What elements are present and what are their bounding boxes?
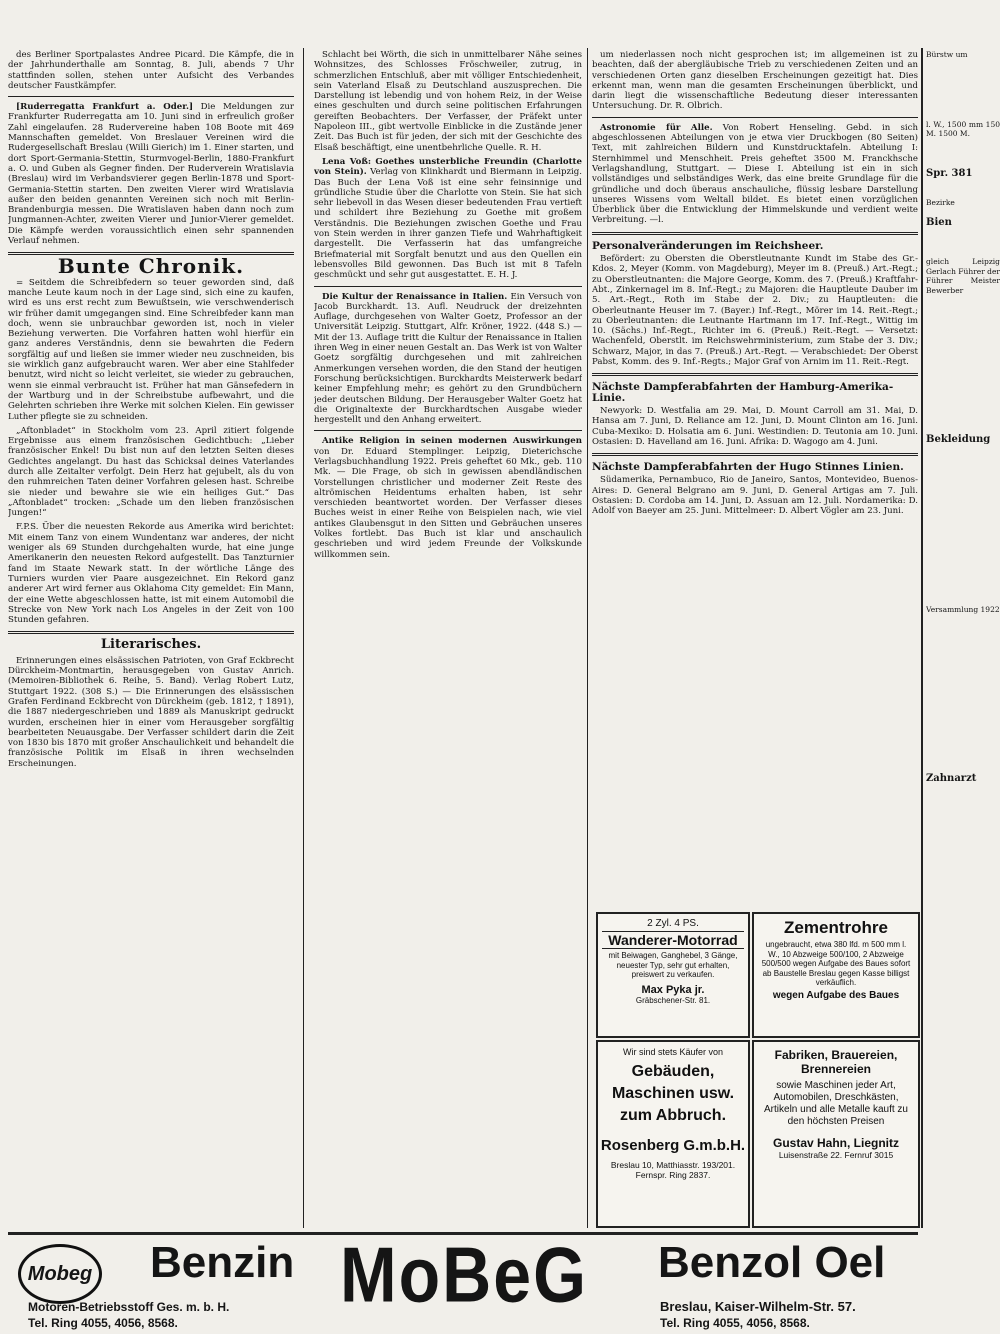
astro-text: Von Robert Henseling. Gebd. in sich abgeschlossenen Abteilungen von je etwa vier Druckbogen (80 Seiten) Text, mit zahlreichen Bildern und Kunstdrucktafeln. Abteilung I: Sternhimmel und Menschheit. Preis geheftet 3500 M. Franckhsche Verlagshandlung, Stuttgart. — Diese I. Abteilung ist ein in sich vollständiges und selbständiges Werk, das eine breite Grundlage für die gründliche und doch überaus anschauliche, flüssig lesbare Darstellung unseres Wissens vom Weltall bildet. Es bietet einen vorzüglichen Überblick über die Entwicklung der Himmelskunde und verdient weite Verbreitung. —l. bbox=[592, 122, 918, 226]
fps-para: F.P.S. Über die neuesten Rekorde aus Amerika wird berichtet: Mit einem Tanz von einem Wundentanz war anderes, der nicht weniger als 69 Stunden durchgehalten wurde, hat eine junge Amerikanerin den neuesten Rekord aufgestellt. Das Tanzturnier fand im Staate Newark statt. In der wörtliche Länge des Turniers wurden vier Paare ausgezeichnet. Ein Rekord ganz anderer Art wird ferner aus Oklahoma City gemeldet: Ein Mann, der eine Wette abgeschlossen hatte, ist mit einem Automobil die Strecke von New York nach Los Angeles in der Zeit von 100 Stunden gefahren. bbox=[8, 522, 294, 626]
column-rule bbox=[587, 48, 588, 1228]
antike-review bbox=[314, 436, 582, 560]
stinnes-para: Südamerika, Pernambuco, Rio de Janeiro, Santos, Montevideo, Buenos-Aires: D. General Belgrano am 9. Juni, D. General Artigas am 7. Juli. Ostasien: D. Cordoba am 14. Juni, D. Assuan am 12. Juli. Nordamerika: D. Adolf von Baeyer am 25. Juni. Mittelmeer: D. Albert Vögler am 23. Juni. bbox=[592, 475, 918, 517]
zementrohre-ad bbox=[752, 912, 920, 1038]
zement-text: ungebraucht, etwa 380 lfd. m 500 mm l. W., 10 Abzweige 500/100, 2 Abzweige 500/500 wegen Aufgabe des Baues sofort ab Baustelle Breslau gegen Kasse billigst verkäuflich. bbox=[761, 940, 911, 987]
wanderer-address: Gräbschener-Str. 81. bbox=[635, 995, 711, 1005]
sports-intro: des Berliner Sportpalastes Andree Picard. Die Kämpfe, die in der Jahrhunderthalle am Sonntag, 8. Juli, abends 7 Uhr stattfinden sollen, stehen unter Aufsicht des Verbandes deutscher Faustkämpfer. bbox=[8, 50, 294, 91]
antike-title: Antike Religion in seinen modernen Auswirkungen bbox=[322, 436, 582, 447]
fragment-1: Bürstw um bbox=[926, 50, 968, 59]
address-right: Breslau, Kaiser-Wilhelm-Str. 57. bbox=[660, 1299, 856, 1314]
wanderer-ad bbox=[596, 912, 750, 1038]
rosenberg-ad bbox=[596, 1040, 750, 1228]
ruder-article bbox=[8, 102, 294, 246]
wanderer-title: Wanderer-Motorrad bbox=[602, 931, 744, 949]
stinnes-heading: Nächste Dampferabfahrten der Hugo Stinnes Linien. bbox=[592, 461, 904, 474]
wörth-para: Schlacht bei Wörth, die sich in unmittelbarer Nähe seines Wohnsitzes, des Schlosses Fröschweiler, zutrug, in schmerzlichen Entschluß, aber mit völliger Entschiedenheit, sein Vaterland Elsaß zu Deutschland auszusprechen. Die Darstellung ist lebendig und von hohem Reiz, in der Weise eines geschulten und durch seine politischen Erfahrungen gereiften Beobachters. Der Verfasser, der Präfekt unter Napoleon III., gibt wertvolle Einblicke in die Zustände jener Zeit. Das Buch ist für jeden, der sich mit der Geschichte des Elsaß beschäftigt, eine unentbehrliche Quelle. R. H. bbox=[314, 50, 582, 153]
fragment-2: l. W., 1500 mm 150 M. 1500 M. bbox=[926, 119, 1000, 138]
column-rule bbox=[303, 48, 304, 1228]
kultur-review bbox=[314, 292, 582, 426]
zement-head: wegen Aufgabe des Baues bbox=[772, 989, 900, 1001]
hahn-text: sowie Maschinen jeder Art, Automobilen, Dreschkästen, Artikeln und alle Metalle kauft zu den höchsten Preisen bbox=[764, 1080, 908, 1127]
divider bbox=[592, 373, 918, 376]
telephone-right: Tel. Ring 4055, 4056, 8568. bbox=[660, 1316, 810, 1330]
hahn-head: Fabriken, Brauereien, Brennereien bbox=[774, 1048, 898, 1076]
hahn-address: Luisenstraße 22. Fernruf 3015 bbox=[778, 1150, 894, 1160]
chronik-heading: Bunte Chronik. bbox=[57, 254, 245, 279]
fragment-6: gleich Leipzig Gerlach Führer der Führer Meister Bewerber bbox=[926, 257, 1000, 295]
astro-title: Astronomie für Alle. bbox=[600, 122, 713, 133]
mobeg-logo: Mobeg bbox=[18, 1244, 102, 1304]
telephone-left: Tel. Ring 4055, 4056, 8568. bbox=[28, 1316, 178, 1330]
personal-heading: Personalveränderungen im Reichsheer. bbox=[592, 239, 824, 252]
fragment-5: Bien bbox=[926, 216, 952, 228]
divider bbox=[314, 430, 582, 431]
voss-review bbox=[314, 157, 582, 281]
fragment-7: Bekleidung bbox=[926, 434, 991, 445]
divider bbox=[8, 96, 294, 97]
mobeg-wordmark: MoBeG bbox=[340, 1231, 588, 1319]
column-4-fragment bbox=[926, 50, 1000, 1230]
benzin-label: Benzin bbox=[150, 1238, 295, 1287]
rosenberg-head: Gebäuden, Maschinen usw. zum Abbruch. bbox=[611, 1063, 735, 1124]
kultur-text: Ein Versuch von Jacob Burckhardt. 13. Aufl. Neudruck der dreizehnten Auflage, durchgesehen von Walter Goetz, Professor an der Universität Leipzig. Stuttgart, Alfr. Kröner, 1922. (448 S.) — Mit der 13. Auflage tritt die Kultur der Renaissance in Italien ihren Weg in einer neuen Gestalt an. Das Werk ist von Walter Goetz sorgfältig durchgesehen und mit zahlreichen Anmerkungen versehen worden, die den Stand der heutigen Forschung berücksichtigen. Burckhardts Meisterwerk bedarf keiner Empfehlung mehr; es gehört zu den Grundbüchern jeder deutschen Bildung. Der Herausgeber Walter Goetz hat die Originaltexte der Burckhardtschen Ausgabe wieder hergestellt und den Anhang erweitert. bbox=[314, 291, 582, 426]
astro-review bbox=[592, 123, 918, 226]
rosenberg-address: Breslau 10, Matthiasstr. 193/201. Fernspr. Ring 2837. bbox=[610, 1160, 736, 1180]
column-1 bbox=[8, 50, 294, 1228]
aberglaube-para: um niederlassen noch nicht gesprochen ist; im allgemeinen ist zu beachten, daß der abergläubische Trieb zu verschiedenen Zeiten und an verschiedenen Orten ganz dieselben Erscheinungen gezeitigt hat. Dies erkennt man, wenn man die gesamten Erscheinungen überblickt, und darin liegt die wissenschaftliche Bedeutung dieser interessanten Untersuchung. Dr. R. Olbrich. bbox=[592, 50, 918, 112]
hamburg-heading: Nächste Dampferabfahrten der Hamburg-Amerika-Linie. bbox=[592, 381, 894, 404]
chronik-para-2: „Aftonbladet“ in Stockholm vom 23. April zitiert folgende Ergebnisse aus einem französischen Gedichtbuch: „Lieber französischer Enkel! Du bist nun auf den letzten Seiten dieses Gedichtes angelangt. Du hast das Schicksal deines Vaterlandes durch alle Zeitalter verfolgt. Dein Herz hat gejubelt, als du von den ruhmreichen Taten deiner Vorfahren gelesen hast. Schreibe sie nieder und bewahre sie wie ein heiliges Gut.“ Das „Aftonbladet“ trocken: „Schade um den lieben französischen Jungen!“ bbox=[8, 425, 294, 519]
chronik-para-1: = Seitdem die Schreibfedern so teuer geworden sind, daß manche Leute kaum noch in der Lage sind, sich eine zu kaufen, wird es uns erst recht zum Bewußtsein, wie verschwenderisch wir früher damit umgegangen sind. Eine Schreibfeder kann man doch, wenn sie unbrauchbar geworden ist, noch in vieler Beziehung verwerten. Die Vorfahren hatten wohl hierfür ein ganz anderes Verständnis, denn sie bewahrten die Federn sorgfältig auf und ließen sie immer wieder neu zuschneiden, bis sie wirklich ganz aufgebraucht waren. Wer aber eine Stahlfeder benutzt, wird nicht so leicht verleitet, sie wieder zu gebrauchen, wenn sie einmal verbraucht ist. Früher hat man Gänsefedern in der Wartburg und in der Schreibstube aufbewahrt, und die Gelehrten schrieben ihre Werke mit solchen Kielen. Ein gewisser Luther pflegte sie zu schneiden. bbox=[8, 277, 294, 422]
literature-para: Erinnerungen eines elsässischen Patrioten, von Graf Eckbrecht Dürckheim-Montmartin, herausgegeben von Gustav Anrich. (Memoiren-Bibliothek 6. Reihe, 5. Band). Verlag Robert Lutz, Stuttgart 1922. (308 S.) — Die Erinnerungen des elsässischen Grafen Ferdinand Eckbrecht von Dürckheim (geb. 1812, † 1891), die 1887 niedergeschrieben und 1889 als Manuskript gedruckt wurden, erscheinen hier in einer vom Herausgeber sorgfältig bearbeiteten Neuausgabe. Der Verfasser schildert darin die Zeit von 1830 bis 1870 mit großer Anschaulichkeit und behandelt die französische Politik im Elsaß in ihren wechselnden Erscheinungen. bbox=[8, 655, 294, 769]
divider bbox=[592, 232, 918, 235]
antike-text: von Dr. Eduard Stemplinger. Leipzig, Dieterichsche Verlagsbuchhandlung 1922. Preis geheftet 60 Mk., geb. 110 Mk. — Die Frage, ob sich in gewissen abendländischen Vorstellungen christlicher und moderner Zeit Reste des altrömischen Heidentums erhalten haben, ist sehr verschieden beantwortet worden. Der Verfasser dieses Buches weist in einer Reihe von Beispielen nach, wie viel antikes Glaubensgut in den Sitten und Gebräuchen unseres Volkes fortlebt. Das Buch ist klar und anschaulich geschrieben und wird jedem Freunde der Volkskunde willkommen sein. bbox=[314, 446, 582, 560]
divider bbox=[8, 631, 294, 634]
fragment-8: Versammlung 1922 bbox=[926, 604, 1000, 614]
hahn-name: Gustav Hahn, Liegnitz bbox=[772, 1136, 899, 1150]
ruder-text: Die Meldungen zur Frankfurter Ruderregatta am 10. Juni sind in erfreulich großer Zahl eingelaufen. 28 Rudervereine haben 108 Boote mit 469 Mannschaften gemeldet. Von Breslauer Vereinen wird die Rudergesellschaft Breslau (Willi Gierich) im 1. Einer starten, und dort Sport-Germania-Stettin, Sturmvogel-Berlin, 1880-Frankfurt a. O. und Guben als Gegner finden. Der Ruderverein Wratislavia (Breslau) wird im Verbandsvierer gegen Berlin-1878 und Sport-Germania-Stettin starten. Den zweiten Vierer wird Wratislavia außer den beiden genannten Vereinen sich noch mit Berlin-Brandenburgia messen. Die Wratislaven haben dann noch zum Jungmannen-Achter, zweiten Vierer und Junior-Vierer gemeldet. Die Kämpfe werden voraussichtlich einen sehr spannenden Verlauf nehmen. bbox=[8, 102, 294, 247]
benzol-oel-label: Benzol Oel bbox=[658, 1238, 886, 1287]
divider bbox=[314, 286, 582, 287]
kultur-title: Die Kultur der Renaissance in Italien. bbox=[322, 291, 508, 302]
hamburg-para: Newyork: D. Westfalia am 29. Mai, D. Mount Carroll am 31. Mai, D. Hansa am 7. Juni, D. Reliance am 12. Juni, D. Mount Clinton am 16. Juni. Cuba-Mexiko: D. Holsatia am 6. Juni. Westindien: D. Teutonia am 10. Juni. Ostasien: D. Havelland am 16. Juni. Afrika: D. Wagogo am 4. Juni. bbox=[592, 405, 918, 447]
fragment-9: Zahnarzt bbox=[926, 773, 977, 784]
fragment-4: Bezirke bbox=[926, 198, 955, 207]
column-3 bbox=[592, 50, 918, 900]
rosenberg-name: Rosenberg G.m.b.H. bbox=[600, 1137, 746, 1154]
personal-para: Befördert: zu Obersten die Oberstleutnante Kundt im Stabe des Gr.-Kdos. 2, Meyer (Komm. von Magdeburg), Meyer im 8. (Preuß.) Art.-Regt.; zu Oberstleutnanten: die Majore George, Komm. des 7. (Preuß.) Kraftfahr-Abt., Zinkernagel im 8. Inf.-Regt.; zu Majoren: die Hauptleute Dauber im 5. Art.-Regt., Roth im Stabe der 2. Div.; zu Hauptleuten: die Oberleutnante Heuser im 7. (Bayer.) Inf.-Regt., Mörer im 14. Reit.-Regt.; zu Oberleutnanten: die Leutnante Hartmann im 17. Inf.-Regt., Wittig im 10. (Sächs.) Inf.-Regt., Richter im 6. (Preuß.) Reit.-Regt. — Versetzt: Wachenfeld, Oberstlt. im Reichswehrministerium, zum Stabe der 3. Div.; Schwarz, Major, in das 7. (Preuß.) Art.-Regt. — Verabschiedet: Der Oberst Pabst, Komm. des 9. Inf.-Regts.; Major Graf von Arnim im 11. Reit.-Regt. bbox=[592, 254, 918, 368]
ruder-title: [Ruderregatta Frankfurt a. Oder.] bbox=[16, 102, 194, 113]
fragment-3: Spr. 381 bbox=[926, 167, 973, 179]
wanderer-spec: 2 Zyl. 4 PS. bbox=[647, 918, 699, 929]
rosenberg-top: Wir sind stets Käufer von bbox=[622, 1047, 724, 1057]
hahn-ad bbox=[752, 1040, 920, 1228]
zement-title: Zementrohre bbox=[784, 918, 888, 937]
literature-heading: Literarisches. bbox=[100, 637, 202, 653]
wanderer-seller: Max Pyka jr. bbox=[641, 983, 705, 996]
voss-title: Lena Voß: Goethes unsterbliche Freundin (Charlotte von Stein). bbox=[314, 156, 582, 178]
wanderer-text: mit Beiwagen, Ganghebel, 3 Gänge, neuester Typ, sehr gut erhalten, preiswert zu verkaufen. bbox=[608, 951, 738, 979]
voss-text: Verlag von Klinkhardt und Biermann in Leipzig. Das Buch der Lena Voß ist eine sehr feinsinnige und gründliche Studie über die Charlotte von Stein. Sie hat sich sehr liebevoll in das Wesen dieser bedeutenden Frau vertieft und schildert ihre Beziehung zu Goethe mit großem Verständnis. Die Beziehungen zwischen Goethe und Frau von Stein werden in ihrer ganzen Tiefe und Wahrhaftigkeit dargestellt. Die Verfasserin hat das umfangreiche Briefmaterial mit Sorgfalt benutzt und aus den Quellen ein lebensvolles Bild gewonnen. Das Buch ist mit 8 Tafeln geschmückt und sehr gut ausgestattet. E. H. J. bbox=[314, 167, 582, 281]
divider bbox=[592, 453, 918, 456]
divider bbox=[592, 117, 918, 118]
column-rule bbox=[921, 48, 923, 1228]
column-2 bbox=[314, 50, 582, 1230]
company-name: Motoren-Betriebsstoff Ges. m. b. H. bbox=[28, 1300, 230, 1314]
